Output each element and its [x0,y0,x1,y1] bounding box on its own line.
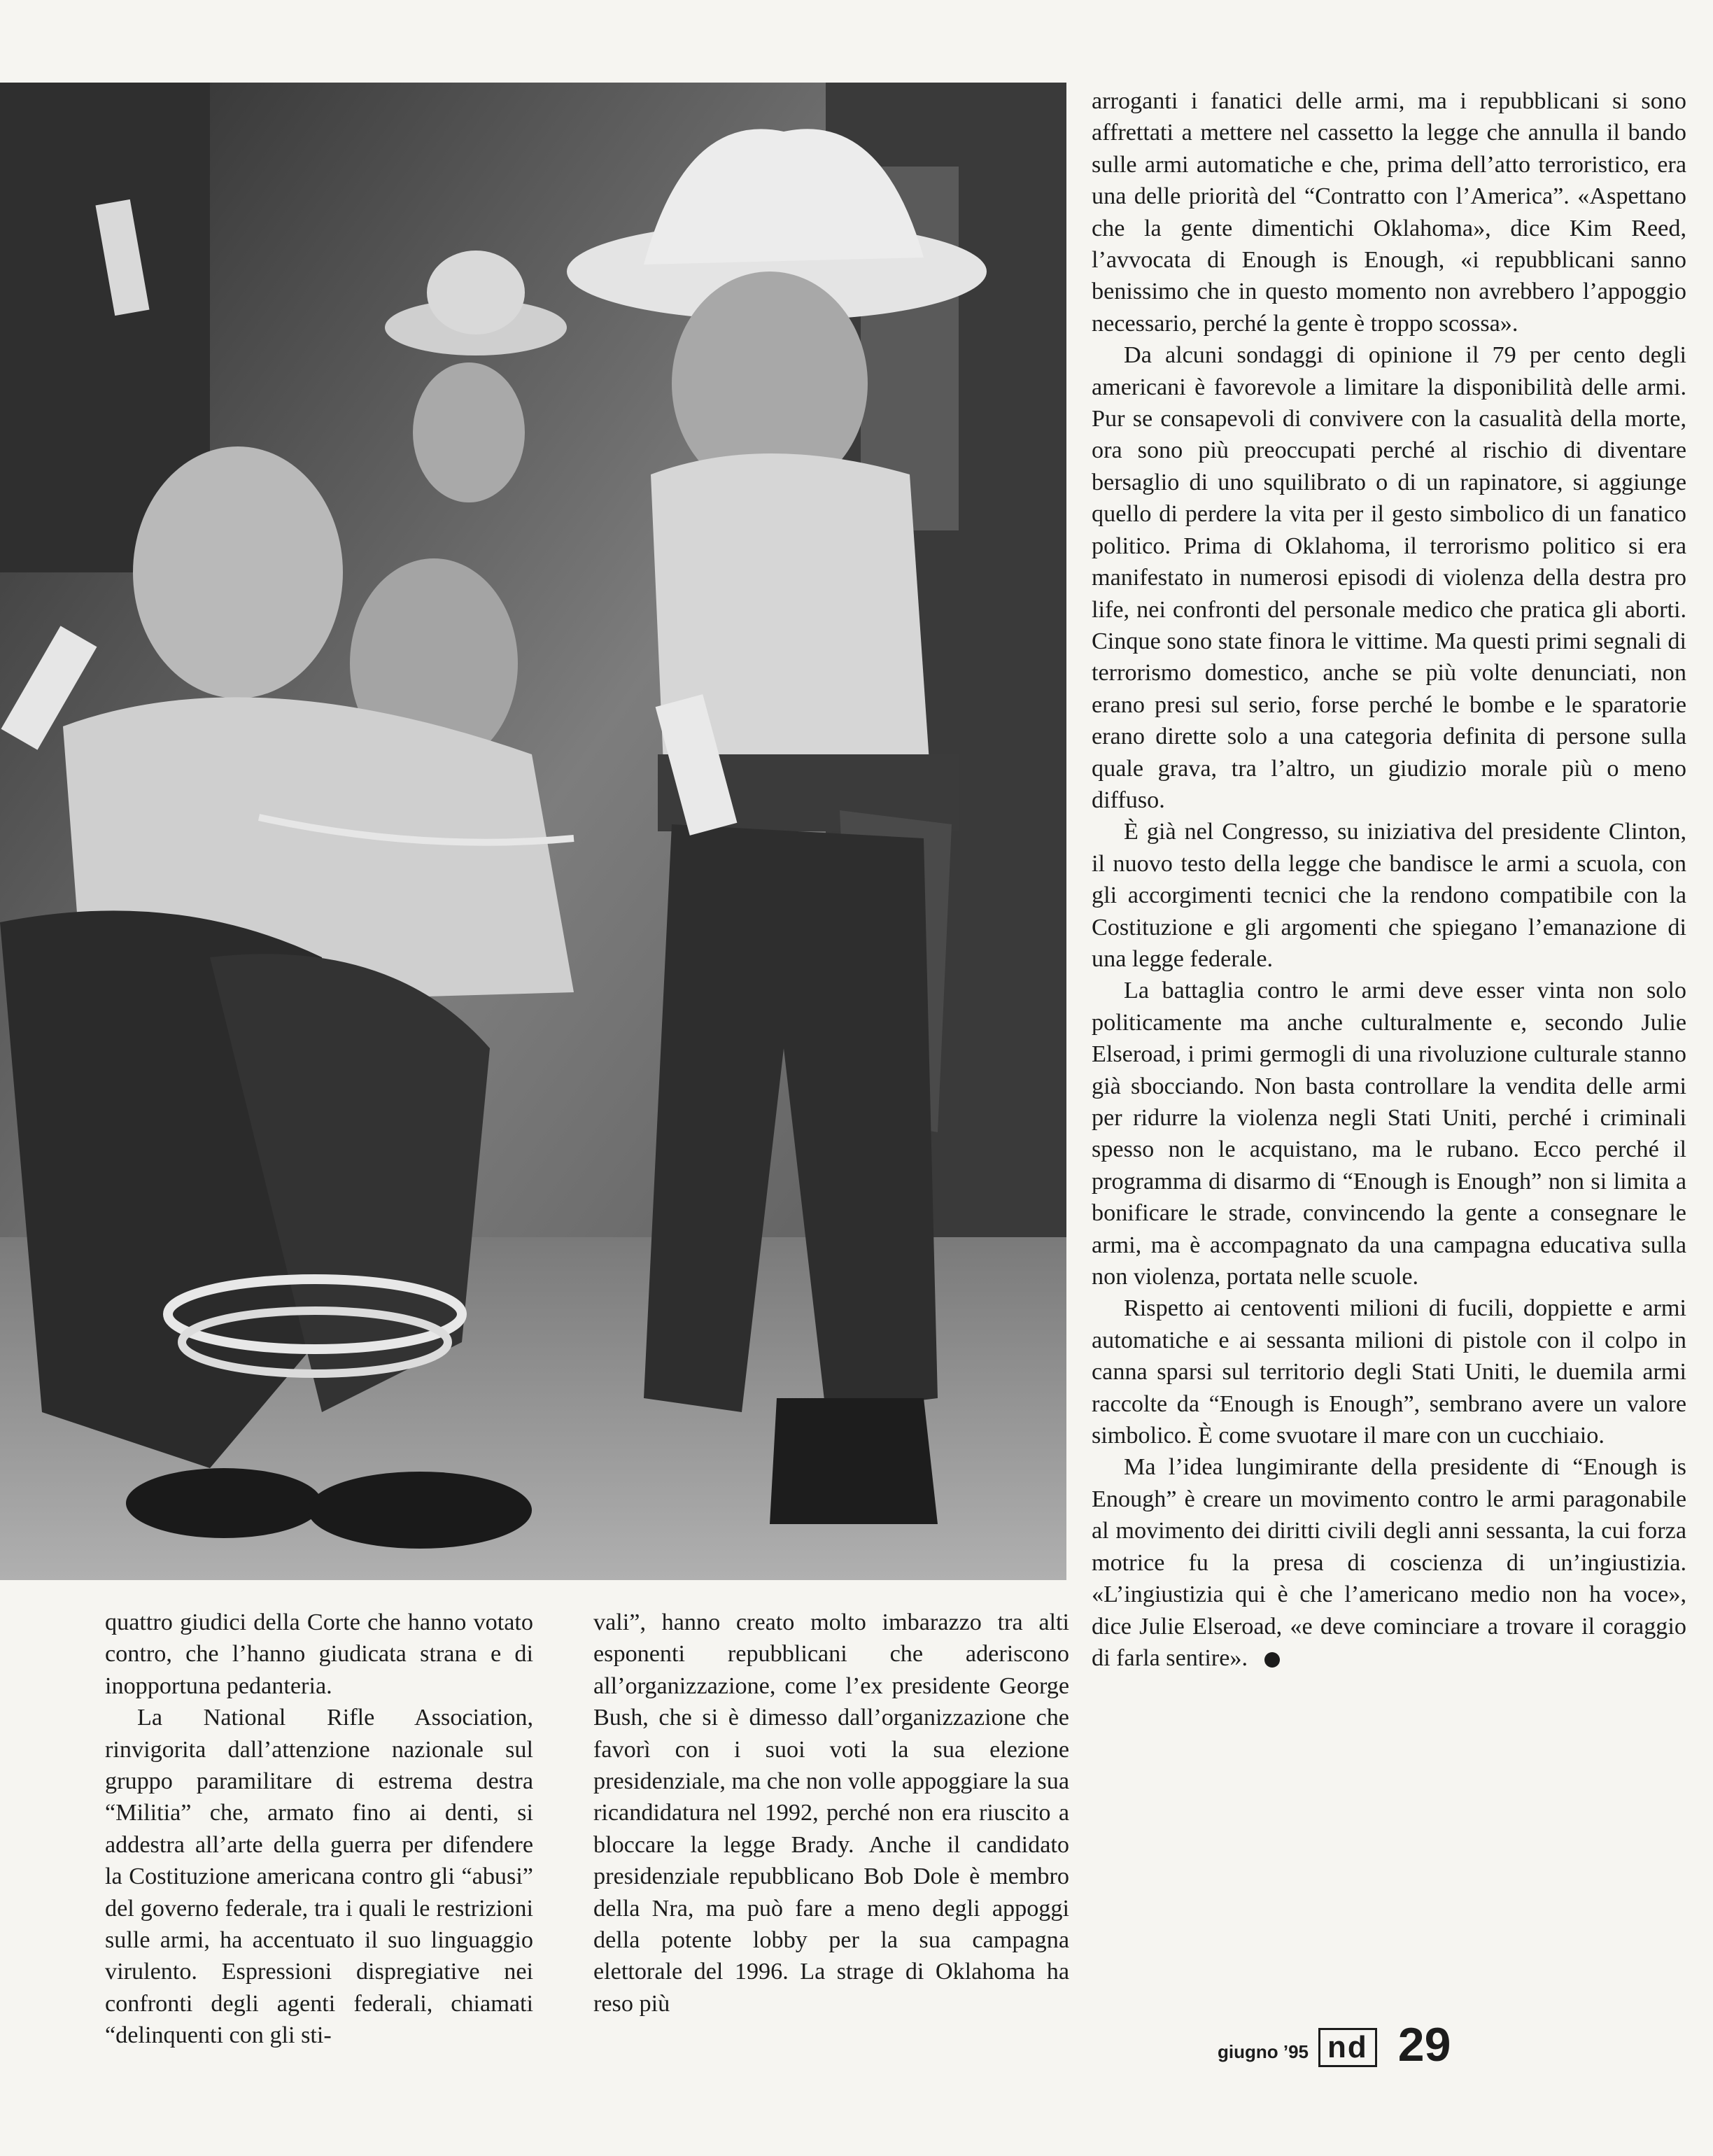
bottom-middle-text-column [593,1607,1069,2020]
paragraph-final [1092,1451,1686,1674]
paragraph-text: Ma l’idea lungimirante della presidente di “Enough is Enough” è creare un movimento contro le armi paragonabile al movimento dei diritti civili degli anni sessanta, la cui forza motrice fu la presa di coscienza di un’ingiustizia. «L’ingiustizia qui è che l’americano medio non ha voce», dice Julie Elseroad, «e deve cominciare a trovare il coraggio di farla sentire». [1092,1454,1686,1671]
magazine-logo: nd [1318,2028,1377,2067]
paragraph: La battaglia contro le armi deve esser vinta non solo politicamente ma anche culturalmente e, secondo Julie Elseroad, i primi germogli di una rivoluzione culturale stanno già sbocciando. Non basta controllare la vendita delle armi per ridurre la violenza negli Stati Uniti, perché i criminali spesso non le acquistano, ma le rubano. Ecco perché il programma di disarmo di “Enough is Enough” non si limita a bonificare le strade, convincendo la gente a consegnare le armi, ma è accompagnato da una campagna educativa sulla non violenza, portata nelle scuole. [1092,978,1686,1290]
page-number: 29 [1397,2018,1451,2071]
end-of-article-icon [1264,1652,1280,1668]
page-footer [1218,2018,1451,2071]
issue-date: giugno ’95 [1218,2041,1309,2062]
paragraph: La National Rifle Association, rinvigorita dall’attenzione nazionale sul gruppo paramilitare di estrema destra “Militia” che, armato fino ai denti, si addestra all’arte della guerra per difendere la Costituzione americana contro gli “abusi” del governo federale, tra i quali le restrizioni sulle armi, ha accentuato il suo linguaggio virulento. Espressioni dispregiative nei confronti degli agenti federali, chiamati “delinquenti con gli sti- [105,1705,533,2049]
cowboy-photo [0,83,1066,1580]
paragraph: quattro giudici della Corte che hanno votato contro, che l’hanno giudicata strana e di inopportuna pedanteria. [105,1609,533,1699]
right-text-column [1092,85,1686,1674]
paragraph: arroganti i fanatici delle armi, ma i repubblicani si sono affrettati a mettere nel cassetto la legge che annulla il bando sulle armi automatiche e che, prima dell’atto terroristico, era una delle priorità del “Contratto con l’America”. «Aspettano che la gente dimentichi Oklahoma», dice Kim Reed, l’avvocata di Enough is Enough, «i repubblicani sanno benissimo che in questo momento non avrebbero l’appoggio necessario, perché la gente è troppo scossa». [1092,88,1686,337]
paragraph: Da alcuni sondaggi di opinione il 79 per cento degli americani è favorevole a limitare la disponibilità delle armi. Pur se consapevoli di convivere con la casualità della morte, ora sono più preoccupati perché al rischio di diventare bersaglio di uno squilibrato o di un rapinatore, si aggiunge quello di perdere la vita per il gesto simbolico di un fanatico politico. Prima di Oklahoma, il terrorismo politico si era manifestato in numerosi episodi di violenza della destra pro life, nei confronti del personale medico che pratica gli aborti. Cinque sono state finora le vittime. Ma questi primi segnali di terrorismo domestico, anche se più volte denunciati, non erano presi sul serio, forse perché le bombe e le sparatorie erano dirette solo a una categoria definita di persone sulla quale grava, tra l’altro, un giudizio morale più o meno diffuso. [1092,342,1686,813]
paragraph: vali”, hanno creato molto imbarazzo tra alti esponenti repubblicani che aderiscono all’organizzazione, come l’ex presidente George Bush, che si è dimesso dall’organizzazione che favorì con i suoi voti la sua elezione presidenziale, ma che non volle appoggiare la sua ricandidatura nel 1992, perché non era riuscito a bloccare la legge Brady. Anche il candidato presidenziale repubblicano Bob Dole è membro della Nra, ma può fare a meno degli appoggi della potente lobby per la sua campagna elettorale del 1996. La strage di Oklahoma ha reso più [593,1609,1069,2017]
paragraph: Rispetto ai centoventi milioni di fucili, doppiette e armi automatiche e ai sessanta milioni di pistole con il colpo in canna sparsi sul territorio degli Stati Uniti, le duemila armi raccolte da “Enough is Enough”, sembrano avere un valore simbolico. È come svuotare il mare con un cucchiaio. [1092,1295,1686,1449]
paragraph: È già nel Congresso, su iniziativa del presidente Clinton, il nuovo testo della legge che bandisce le armi a scuola, con gli accorgimenti tecnici che la rendono compatibile con la Costituzione e gli argomenti che spiegano l’emanazione di una legge federale. [1092,819,1686,972]
bottom-left-text-column [105,1607,533,2052]
photo-icon [0,83,1066,1580]
